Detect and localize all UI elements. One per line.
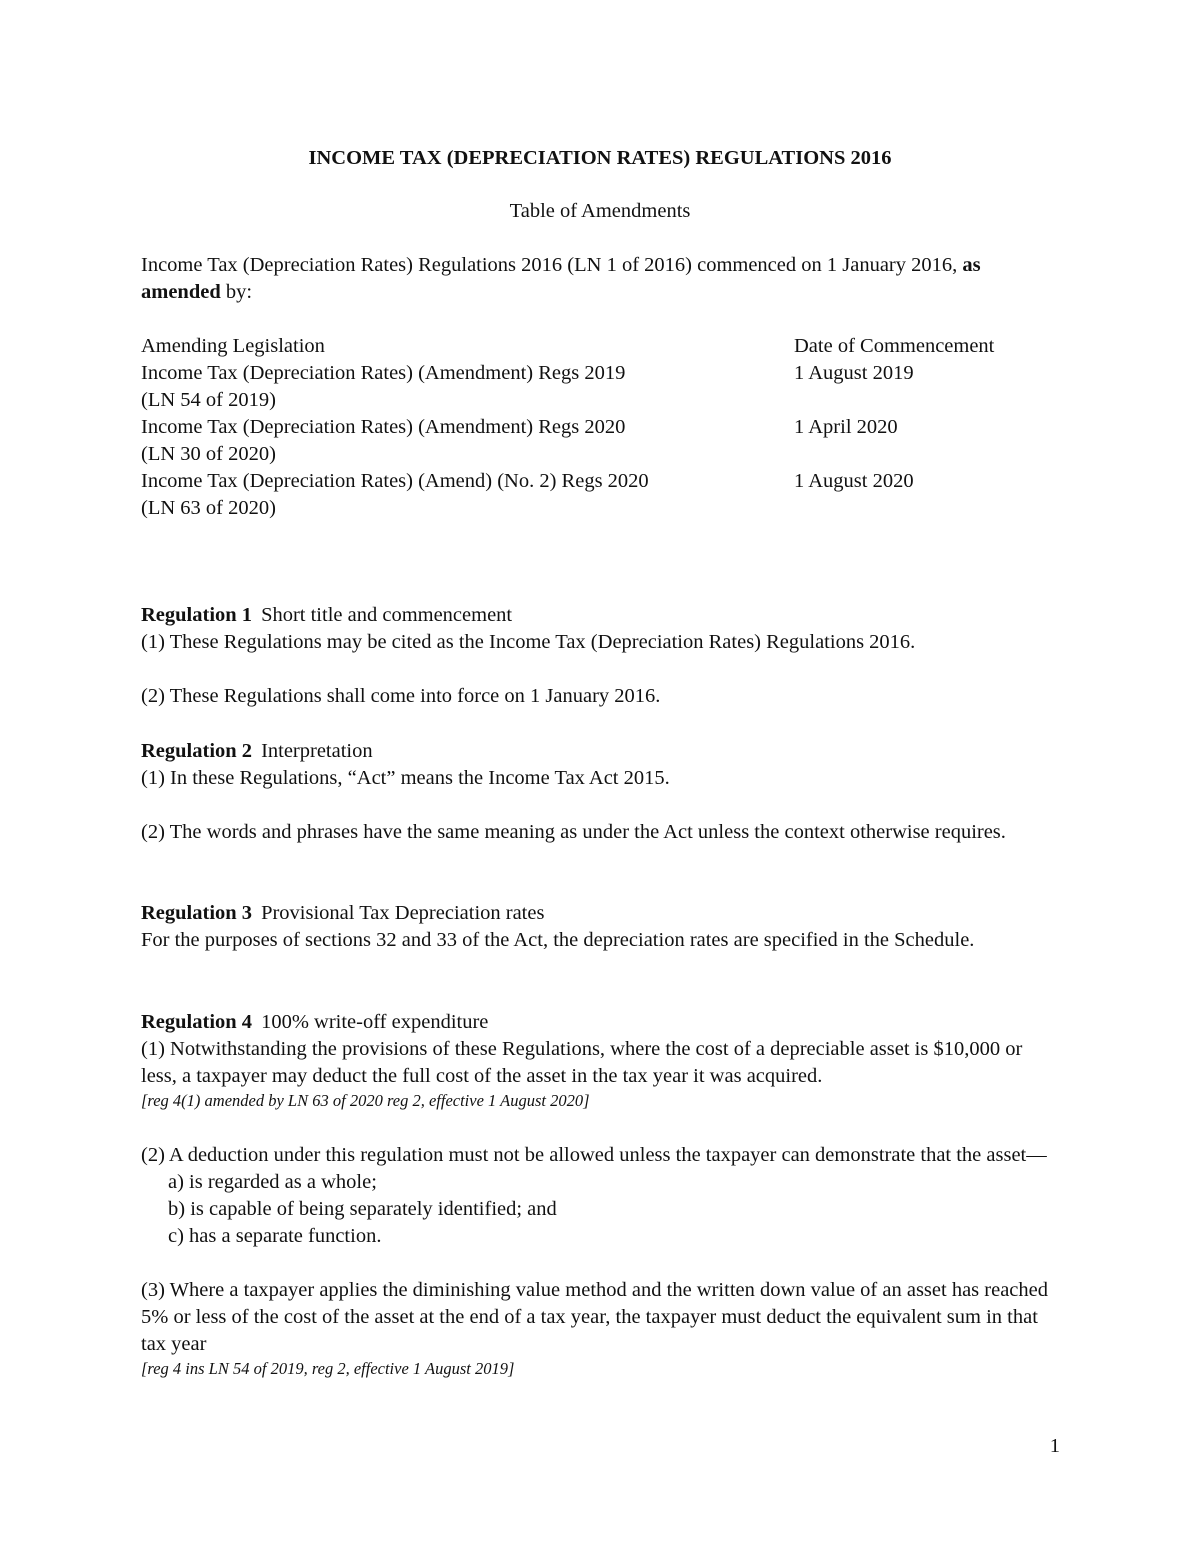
amendments-row bbox=[141, 468, 1051, 522]
regulation-title: Interpretation bbox=[261, 740, 373, 762]
amendment-name: Income Tax (Depreciation Rates) (Amendment) Regs 2020 bbox=[141, 416, 626, 438]
intro-text: Income Tax (Depreciation Rates) Regulations 2016 (LN 1 of 2016) commenced on 1 January 2016, bbox=[141, 254, 963, 276]
regulation-4 bbox=[141, 1009, 1056, 1380]
amendment-date: 1 August 2019 bbox=[794, 362, 914, 384]
regulation-label: Regulation 2 bbox=[141, 740, 253, 762]
amendment-ln: (LN 30 of 2020) bbox=[141, 443, 276, 465]
list-item: a) is regarded as a whole; bbox=[168, 1171, 377, 1193]
regulation-heading bbox=[141, 1009, 1056, 1036]
amendments-row bbox=[141, 360, 1051, 414]
regulation-1 bbox=[141, 602, 1056, 710]
amendment-ln: (LN 63 of 2020) bbox=[141, 497, 276, 519]
regulation-label: Regulation 3 bbox=[141, 902, 253, 924]
regulation-paragraph: (1) These Regulations may be cited as the Income Tax (Depreciation Rates) Regulations 2016. bbox=[141, 631, 916, 653]
intro-suffix: by: bbox=[220, 281, 253, 303]
amendment-ln: (LN 54 of 2019) bbox=[141, 389, 276, 411]
amendment-legislation-cell bbox=[141, 414, 794, 468]
amendments-header-row bbox=[141, 333, 1051, 360]
amendment-name: Income Tax (Depreciation Rates) (Amend) (No. 2) Regs 2020 bbox=[141, 470, 649, 492]
amendment-date: 1 August 2020 bbox=[794, 470, 914, 492]
list-item: c) has a separate function. bbox=[168, 1225, 382, 1247]
document-subtitle: Table of Amendments bbox=[509, 200, 691, 222]
regulation-paragraph: (2) A deduction under this regulation must not be allowed unless the taxpayer can demonstrate that the asset— bbox=[141, 1144, 1047, 1166]
regulation-2 bbox=[141, 738, 1056, 846]
amendments-table bbox=[141, 333, 1051, 522]
regulation-label: Regulation 1 bbox=[141, 604, 253, 626]
regulation-paragraph: (1) In these Regulations, “Act” means the Income Tax Act 2015. bbox=[141, 767, 670, 789]
amendment-legislation-cell bbox=[141, 468, 794, 522]
regulation-paragraph: (2) The words and phrases have the same meaning as under the Act unless the context otherwise requires. bbox=[141, 821, 1006, 843]
amendment-note: [reg 4(1) amended by LN 63 of 2020 reg 2, effective 1 August 2020] bbox=[141, 1091, 590, 1110]
intro-paragraph bbox=[141, 252, 1041, 306]
page-number: 1 bbox=[1049, 1435, 1060, 1457]
regulation-3 bbox=[141, 900, 1056, 954]
amendments-row bbox=[141, 414, 1051, 468]
amendment-note: [reg 4 ins LN 54 of 2019, reg 2, effective 1 August 2019] bbox=[141, 1359, 515, 1378]
regulation-label: Regulation 4 bbox=[141, 1011, 253, 1033]
intro-bold-text: as amended bbox=[141, 254, 981, 303]
amendment-legislation-cell bbox=[141, 360, 794, 414]
regulation-paragraph: (1) Notwithstanding the provisions of these Regulations, where the cost of a depreciable asset is $10,000 or less, a taxpayer may deduct the full cost of the asset in the tax year it was acquired. bbox=[141, 1038, 1023, 1087]
regulation-heading bbox=[141, 900, 1056, 927]
regulation-heading bbox=[141, 602, 1056, 629]
list-item: b) is capable of being separately identified; and bbox=[168, 1198, 557, 1220]
regulation-paragraph: (3) Where a taxpayer applies the diminishing value method and the written down value of an asset has reached 5% or less of the cost of the asset at the end of a tax year, the taxpayer must deduct the equivalent sum in that tax year bbox=[141, 1279, 1049, 1355]
regulation-heading bbox=[141, 738, 1056, 765]
regulation-paragraph: For the purposes of sections 32 and 33 of the Act, the depreciation rates are specified in the Schedule. bbox=[141, 929, 975, 951]
amendment-date: 1 April 2020 bbox=[794, 416, 898, 438]
amendment-name: Income Tax (Depreciation Rates) (Amendment) Regs 2019 bbox=[141, 362, 626, 384]
regulation-title: Short title and commencement bbox=[261, 604, 513, 626]
regulation-title: 100% write-off expenditure bbox=[261, 1011, 489, 1033]
regulation-title: Provisional Tax Depreciation rates bbox=[261, 902, 545, 924]
regulation-paragraph: (2) These Regulations shall come into force on 1 January 2016. bbox=[141, 685, 661, 707]
amendments-header-date: Date of Commencement bbox=[794, 335, 995, 357]
document-title: INCOME TAX (DEPRECIATION RATES) REGULATIONS 2016 bbox=[308, 147, 892, 169]
amendments-header-legislation: Amending Legislation bbox=[141, 335, 325, 357]
